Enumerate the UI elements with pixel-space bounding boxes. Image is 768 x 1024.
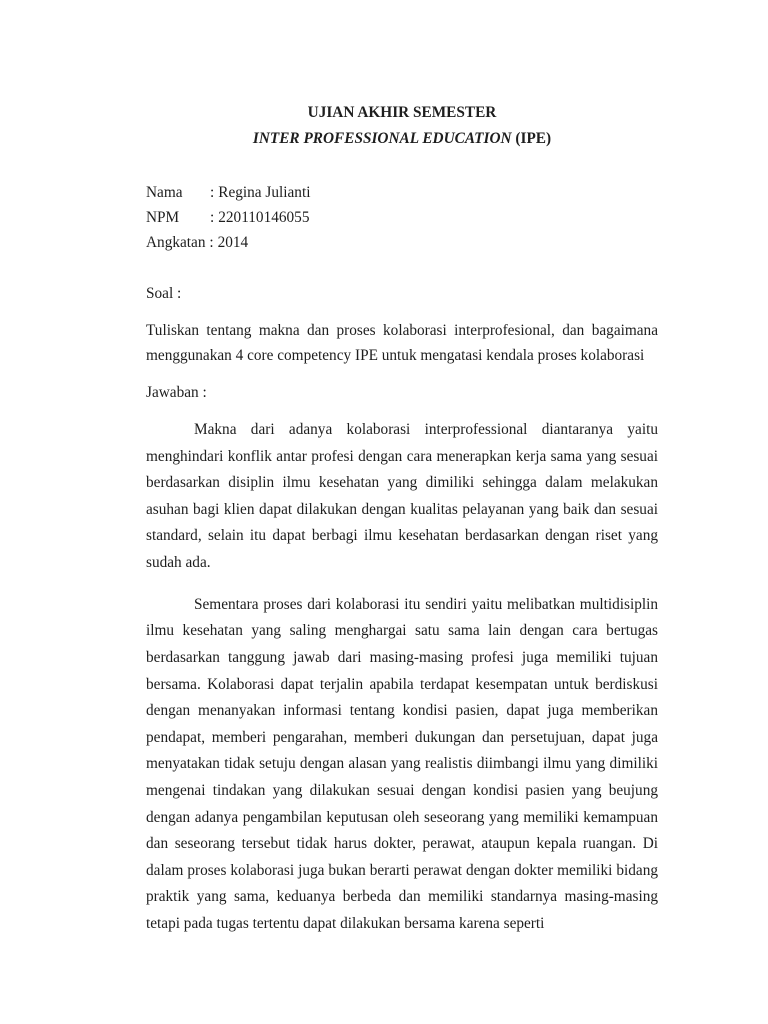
question-text bbox=[146, 318, 658, 368]
info-separator: : bbox=[210, 209, 215, 226]
info-label: Angkatan bbox=[146, 234, 206, 251]
document-page bbox=[146, 100, 658, 953]
document-subtitle bbox=[146, 126, 658, 152]
question-line-2: menggunakan 4 core competency IPE untuk mengatasi kendala proses kolaborasi bbox=[146, 347, 645, 364]
student-info bbox=[146, 180, 658, 255]
info-value: 2014 bbox=[217, 234, 249, 251]
question-line-1: Tuliskan tentang makna dan proses kolaborasi interprofesional, dan bagaimana bbox=[146, 322, 658, 339]
info-separator: : bbox=[209, 234, 214, 251]
subtitle-italic: INTER PROFESSIONAL EDUCATION bbox=[252, 130, 512, 147]
info-row-npm bbox=[146, 205, 658, 230]
info-row-nama bbox=[146, 180, 658, 205]
jawaban-label: Jawaban : bbox=[146, 384, 207, 401]
info-value: 220110146055 bbox=[218, 209, 310, 226]
document-title: UJIAN AKHIR SEMESTER bbox=[307, 104, 497, 121]
info-row-angkatan bbox=[146, 230, 658, 255]
answer-paragraph: Sementara proses dari kolaborasi itu sendiri yaitu melibatkan multidisiplin ilmu kesehatan yang saling menghargai satu sama lain dengan cara bertugas berdasarkan tanggung jawab dari masing-masing profesi juga memiliki tujuan bersama. Kolaborasi dapat terjalin apabila terdapat kesempatan untuk berdiskusi dengan menanyakan informasi tentang kondisi pasien, dapat juga memberikan pendapat, memberi pengarahan, memberi dukungan dan persetujuan, dapat juga menyatakan tidak setuju dengan alasan yang realistis diimbangi ilmu yang dimiliki mengenai tindakan yang dilakukan sesuai dengan kondisi pasien yang beujung dengan adanya pengambilan keputusan oleh seseorang yang memiliki kemampuan dan seseorang tersebut tidak harus dokter, perawat, ataupun kepala ruangan. Di dalam proses kolaborasi juga bukan berarti perawat dengan dokter memiliki bidang praktik yang sama, keduanya berbeda dan memiliki standarnya masing-masing tetapi pada tugas tertentu dapat dilakukan bersama karena seperti bbox=[146, 595, 658, 932]
soal-label: Soal : bbox=[146, 285, 182, 302]
answer-paragraph: Makna dari adanya kolaborasi interprofessional diantaranya yaitu menghindari konflik antar profesi dengan cara menerapkan kerja sama yang sesuai berdasarkan disiplin ilmu kesehatan yang dimiliki sehingga dalam melakukan asuhan bagi klien dapat dilakukan dengan kualitas pelayanan yang baik dan sesuai standard, selain itu dapat berbagi ilmu kesehatan berdasarkan dengan riset yang sudah ada. bbox=[146, 421, 658, 571]
subtitle-rest: (IPE) bbox=[511, 130, 552, 147]
info-label: Nama bbox=[146, 184, 183, 201]
info-value: Regina Julianti bbox=[218, 184, 311, 201]
info-separator: : bbox=[210, 184, 215, 201]
info-label: NPM bbox=[146, 209, 180, 226]
